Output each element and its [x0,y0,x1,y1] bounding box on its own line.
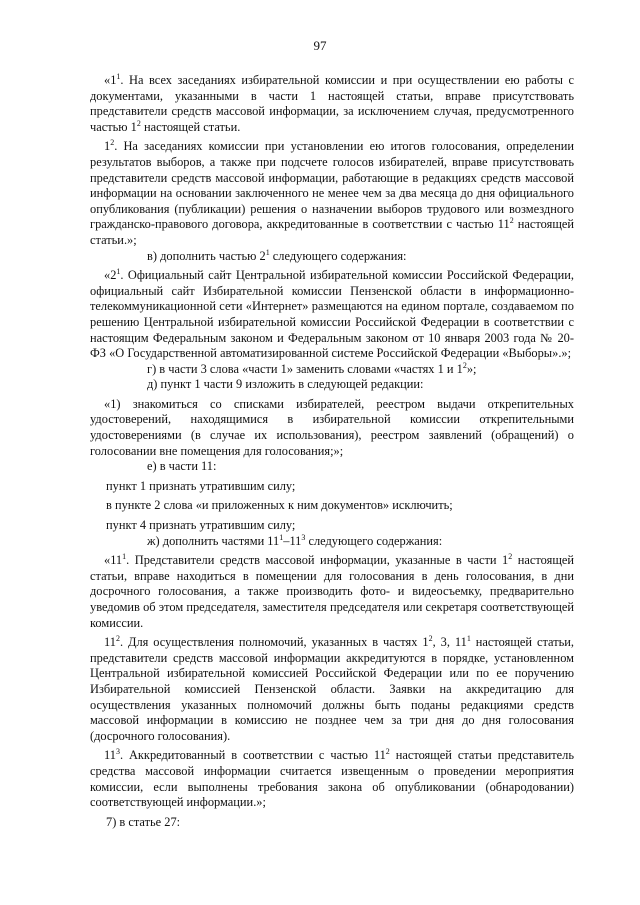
superscript: 2 [110,138,115,148]
paragraph-5: г) в части 3 слова «части 1» заменить словами «частях 1 и $1^2$»; [147,360,477,376]
paragraph-7: «1) знакомиться со списками избирателей, реестром выдачи открепительных удостоверений, находящимися в избирательной комиссии открепительными удостоверениями (в случае их использования), реестром заявлений (обращений) о голосовании вне помещения для голосования;»; [90,396,574,458]
paragraph-4: «$2^1$. Официальный сайт Центральной избирательной комиссии Российской Федерации, официальный сайт Избирательной комиссии Пензенской области в информационно-телекоммуникационной сети «Интернет» размещаются на едином портале, создаваемом по решению Центральной избирательной комиссии Российской Федерации в соответствии с настоящим Федеральным законом и Федеральным законом от 10 января 2003 года № 20-ФЗ «О Государственной автоматизированной системе Российской Федерации «Выборы».»; [90,267,574,361]
superscript: 2 [462,360,467,370]
superscript: 1 [265,247,270,257]
paragraph-9: пункт 1 признать утратившим силу; [106,478,296,493]
paragraph-6: д) пункт 1 части 9 изложить в следующей редакции: [147,377,424,392]
superscript: 2 [428,634,433,644]
superscript: 1 [116,267,121,276]
superscript: 2 [508,552,513,562]
superscript: 3 [115,747,120,757]
paragraph-1: «$1^1$. На всех заседаниях избирательной комиссии и при осуществлении ею работы с документами, указанными в части 1 настоящей статьи, вправе присутствовать представители средств массовой информации, за исключением случая, предусмотренного частью $1^2$ настоящей статьи. [90,71,574,134]
superscript: 1 [279,532,284,542]
superscript: 3 [301,532,306,542]
superscript: 2 [136,118,141,128]
paragraph-8: е) в части 11: [147,459,217,474]
paragraph-11: пункт 4 признать утратившим силу; [106,518,296,533]
paragraph-12: ж) дополнить частями $11^1-11^3$ следующего содержания: [147,532,443,548]
paragraph-13: «$11^1$. Представители средств массовой информации, указанные в части $1^2$ настоящей статьи, вправе находиться в помещении для голосования в день голосования, в дни досрочного голосования, а также производить фото- и видеосъемку, предварительно уведомив об этом председателя, заместителя председателя или секретаря соответствующей комиссии. [90,552,574,630]
paragraph-3: в) дополнить частью $2^1$ следующего содержания: [147,247,407,263]
superscript: 1 [122,552,127,562]
page-number: 97 [313,38,327,53]
superscript: 2 [115,634,120,644]
superscript: 2 [509,216,514,226]
paragraph-14: $11^2$. Для осуществления полномочий, указанных в частях $1^2$, 3, $11^1$ настоящей статьи, представители средств массовой информации аккредитуются в порядке, установленном Центральной избирательной комиссией Российской Федерации или по ее поручению Избирательной комиссией Пензенской области. Заявки на аккредитацию для осуществления указанных полномочий должны быть поданы редакциями средств массовой информации в комиссию не позднее чем за три дня до дня голосования (досрочного голосования). [90,634,574,743]
document-body [90,73,574,830]
paragraph-15: $11^3$. Аккредитованный в соответствии с частью $11^2$ настоящей статьи представитель средства массовой информации считается извещенным о проведении мероприятия комиссии, если выполнены требования закона об опубликовании (обнародовании) соответствующей информации.»; [90,747,574,810]
paragraph-10: в пункте 2 слова «и приложенных к ним документов» исключить; [106,498,453,513]
paragraph-2: $1^2$. На заседаниях комиссии при установлении ею итогов голосования, определении результатов выборов, а также при подсчете голосов избирателей, вправе присутствовать представители средств массовой информации, работающие в редакциях средств массовой информации на основании заключенного не менее чем за два месяца до дня официального опубликования (публикации) решения о назначении выборов трудового или возмездного гражданско-правового договора, аккредитованные в соответствии с частью $11^2$ настоящей статьи.»; [90,138,574,247]
superscript: 1 [116,71,121,81]
superscript: 2 [385,747,390,757]
paragraph-16: 7) в статье 27: [106,814,181,829]
superscript: 1 [466,634,471,644]
